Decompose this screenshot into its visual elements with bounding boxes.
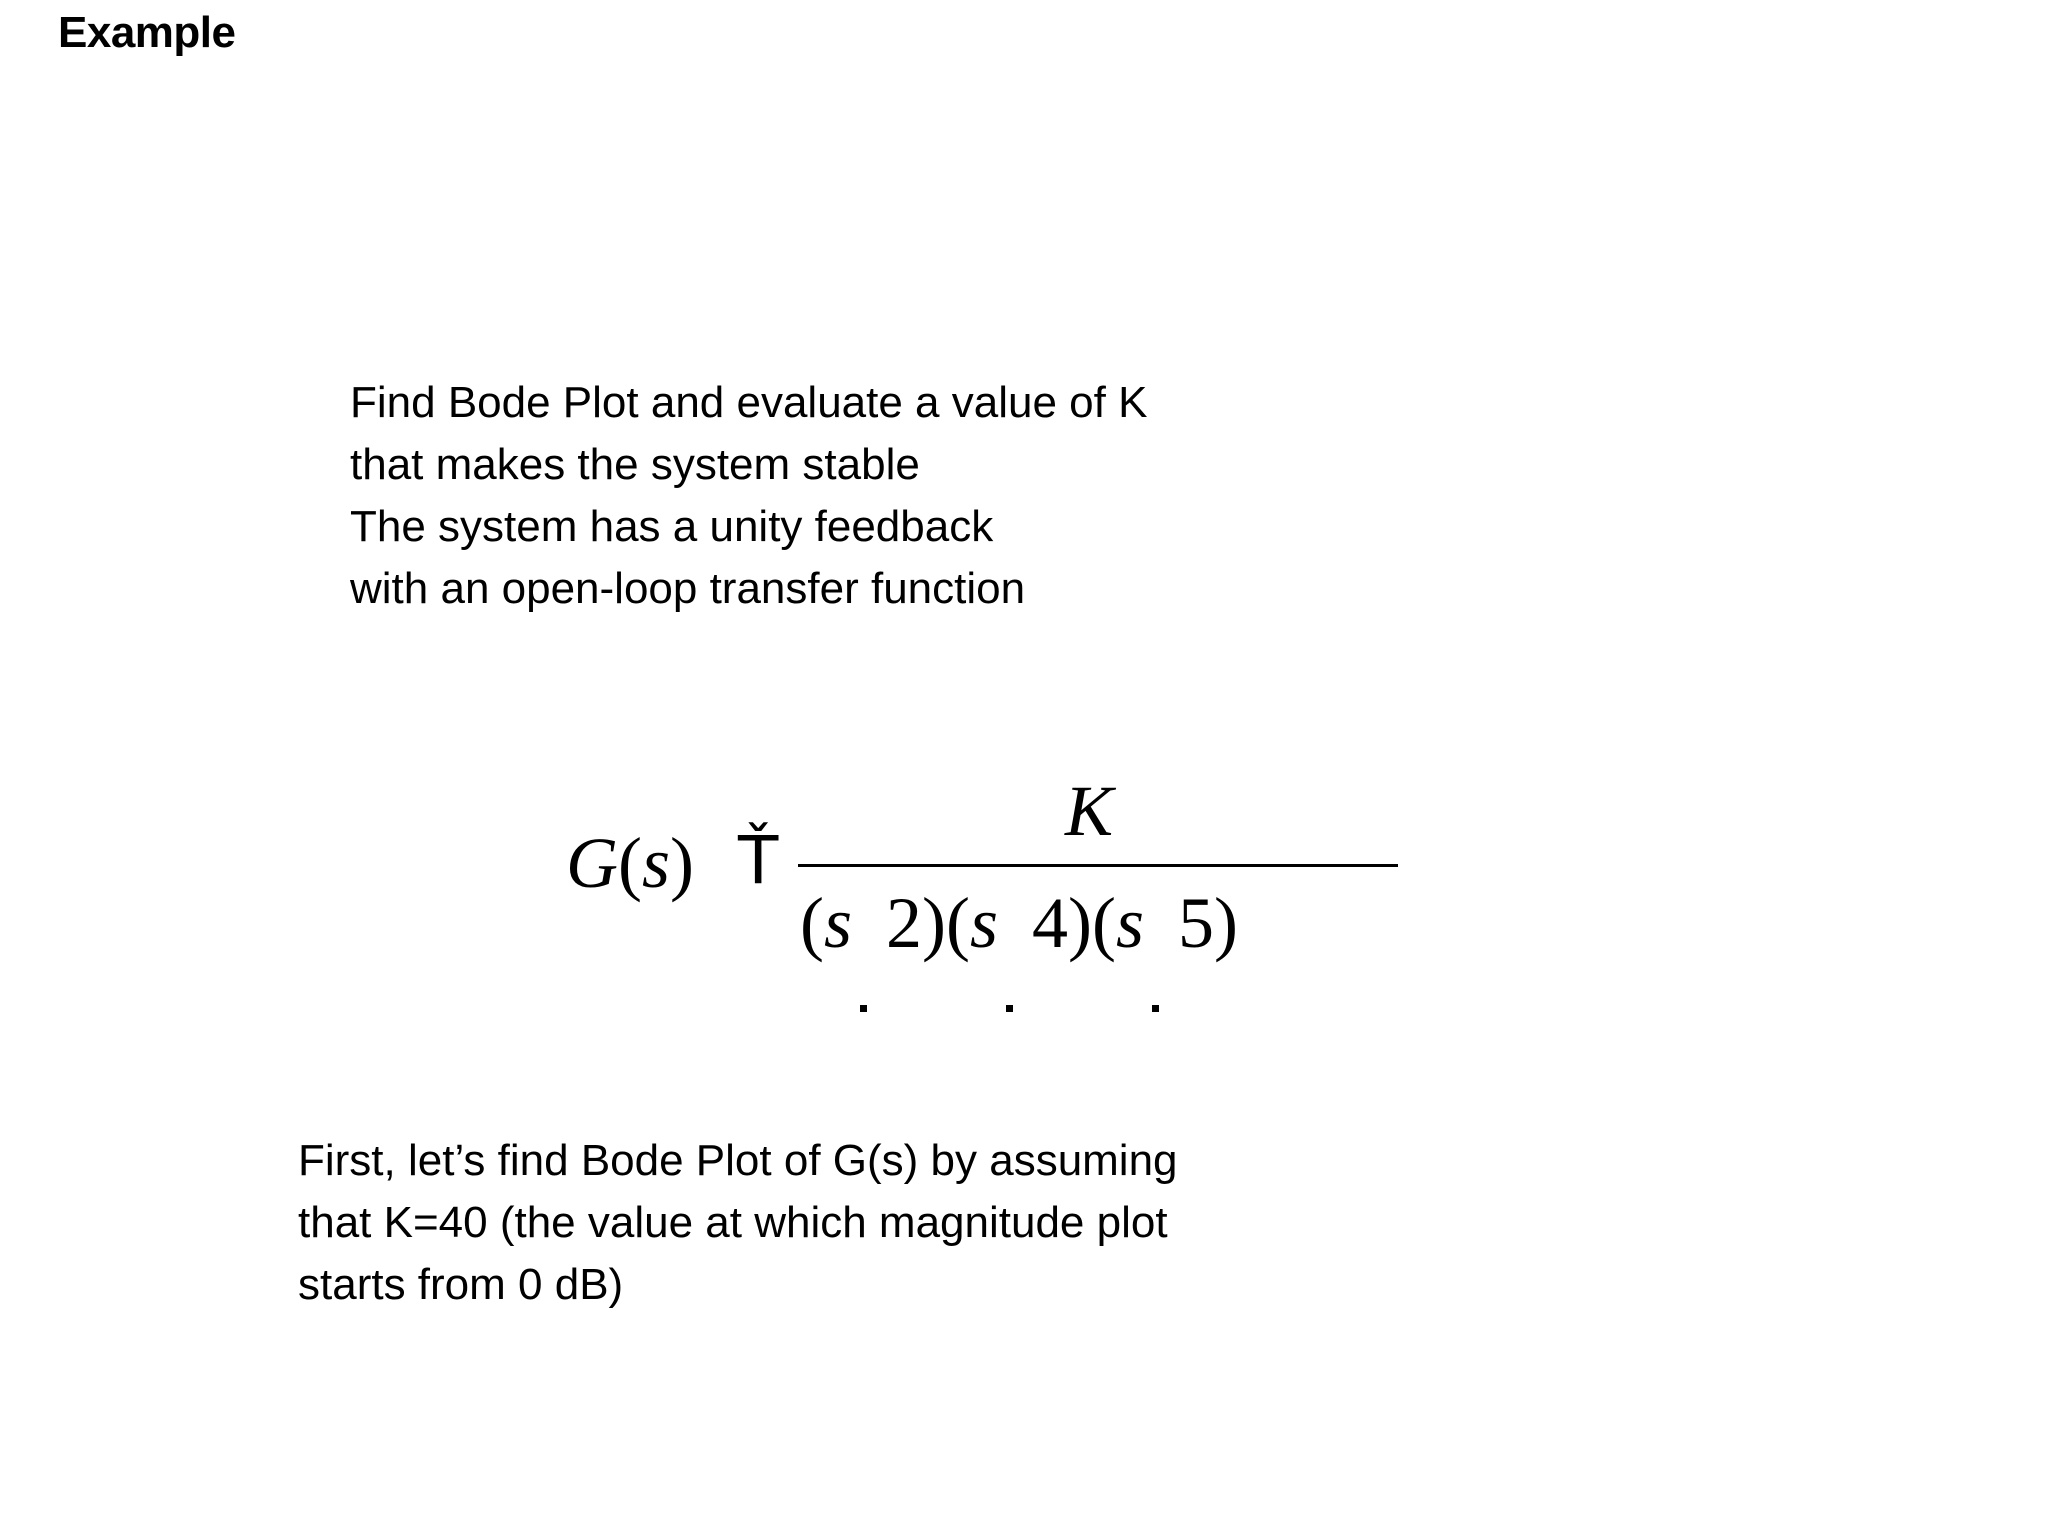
den-variable: s [1115,883,1144,963]
fraction-bar [798,864,1398,867]
problem-line: that makes the system stable [350,440,920,489]
variable-s: s [641,823,671,903]
equals-sign: Ť [738,822,779,899]
equation-lhs [566,822,694,905]
plus-dot [1006,1005,1013,1012]
den-variable: s [823,883,853,963]
problem-line: The system has a unity feedback [350,502,994,551]
den-term: 2)( [886,883,970,963]
transfer-function-equation [560,770,1420,1000]
followup-text [298,1130,1178,1316]
followup-line: that K=40 (the value at which magnitude plot [298,1198,1168,1247]
den-variable: s [969,883,998,963]
function-name: G [566,823,618,903]
plus-dot [1152,1005,1159,1012]
followup-line: starts from 0 dB) [298,1260,624,1309]
numerator: K [1065,771,1114,851]
followup-line: First, let’s find Bode Plot of G(s) by assuming [298,1136,1178,1185]
paren-open: ( [618,823,642,903]
den-term: 4)( [1032,883,1116,963]
den-term: 5) [1177,883,1238,963]
problem-line: with an open-loop transfer function [350,564,1026,613]
problem-statement [350,372,1147,620]
den-paren: ( [800,883,824,963]
problem-line: Find Bode Plot and evaluate a value of K [350,378,1148,427]
plus-dot [860,1005,867,1012]
denominator [800,882,1238,965]
paren-close: ) [670,823,694,903]
slide-title: Example [58,8,236,57]
